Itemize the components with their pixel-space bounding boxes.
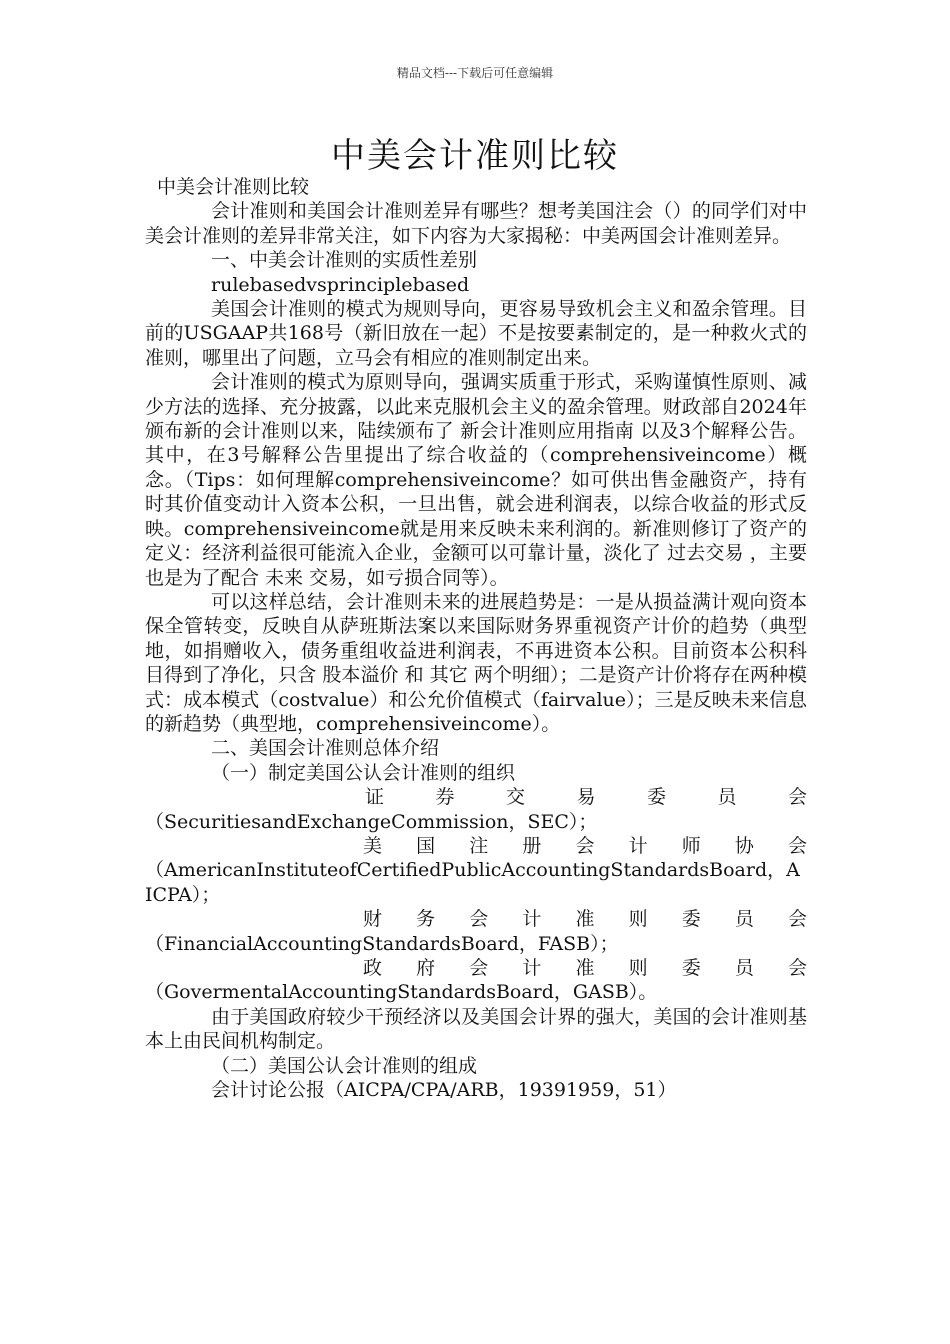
paragraph-intro: 会计准则和美国会计准则差异有哪些？想考美国注会（）的同学们对中美会计准则的差异非常关注，如下内容为大家揭秘：中美两国会计准则差异。	[145, 200, 807, 247]
section-heading-2: 二、美国会计准则总体介绍	[211, 737, 440, 760]
org-sec	[145, 785, 807, 834]
org-fasb	[145, 907, 807, 956]
org-gasb-english: （GovermentalAccountingStandardsBoard，GASB）。	[145, 981, 658, 1004]
section-heading-1-en: rulebasedvsprinciplebased	[211, 273, 470, 296]
org-gasb-name: 政府会计准则委员会	[363, 957, 807, 979]
paragraph-summary: 可以这样总结，会计准则未来的进展趋势是：一是从损益满计观向资本保全管转变，反映自从萨班斯法案以来国际财务界重视资产计价的趋势（典型地，如捐赠收入，债务重组收益进利润表，不再进资本公积。目前资本公积科目得到了净化，只含 股本溢价 和 其它 两个明细）；二是资产计价将存在两种模式：成本模式（costvalue）和公允价值模式（fairvalue）；三是反映未来信息的新趋势（典型地，comprehensiveincome）。	[145, 590, 807, 735]
document-subtitle: 中美会计准则比较	[157, 176, 310, 198]
org-fasb-name: 财务会计准则委员会	[363, 908, 807, 931]
paragraph-arb: 会计讨论公报（AICPA/CPA/ARB，19391959，51）	[211, 1079, 677, 1102]
subsection-heading-organizations: （一）制定美国公认会计准则的组织	[211, 761, 516, 784]
org-aicpa-english: （AmericanInstituteofCertifiedPublicAccountingStandardsBoard，AICPA）；	[145, 859, 800, 906]
paragraph-private-bodies: 由于美国政府较少干预经济以及美国会计界的强大，美国的会计准则基本上由民间机构制定。	[145, 1005, 807, 1053]
org-fasb-english: （FinancialAccountingStandardsBoard，FASB）；	[145, 932, 619, 955]
org-gasb	[145, 956, 807, 1005]
header-note: 精品文档---下载后可任意编辑	[396, 66, 554, 80]
org-aicpa	[145, 834, 807, 907]
document-title: 中美会计准则比较	[331, 136, 619, 176]
org-sec-english: （SecuritiesandExchangeCommission，SEC）；	[145, 810, 598, 833]
paragraph-us-rules: 美国会计准则的模式为规则导向，更容易导致机会主义和盈余管理。目前的USGAAP共168号（新旧放在一起）不是按要素制定的，是一种救火式的准则，哪里出了问题，立马会有相应的准则制定出来。	[145, 298, 807, 369]
paragraph-cn-principles: 会计准则的模式为原则导向，强调实质重于形式，采购谨慎性原则、减少方法的选择、充分披露，以此来克服机会主义的盈余管理。财政部自2024年颁布新的会计准则以来，陆续颁布了 新会计准则应用指南 以及3个解释公告。其中，在3号解释公告里提出了综合收益的（comprehensiveincome）概念。（Tips：如何理解comprehensiveincome？如可供出售金融资产，持有时其价值变动计入资本公积，一旦出售，就会进利润表，以综合收益的形式反映。comprehensiveincome就是用来反映未来利润的。新准则修订了资产的定义：经济利益很可能流入企业，金额可以可靠计量，淡化了 过去交易 ，主要也是为了配合 未来 交易，如亏损合同等）。	[145, 371, 807, 589]
org-sec-name: 证券交易委员会	[365, 786, 807, 809]
org-aicpa-name: 美国注册会计师协会	[363, 834, 807, 857]
subsection-heading-composition: （二）美国公认会计准则的组成	[211, 1054, 478, 1077]
section-heading-1: 一、中美会计准则的实质性差别	[211, 249, 478, 272]
document-body	[145, 175, 807, 1102]
